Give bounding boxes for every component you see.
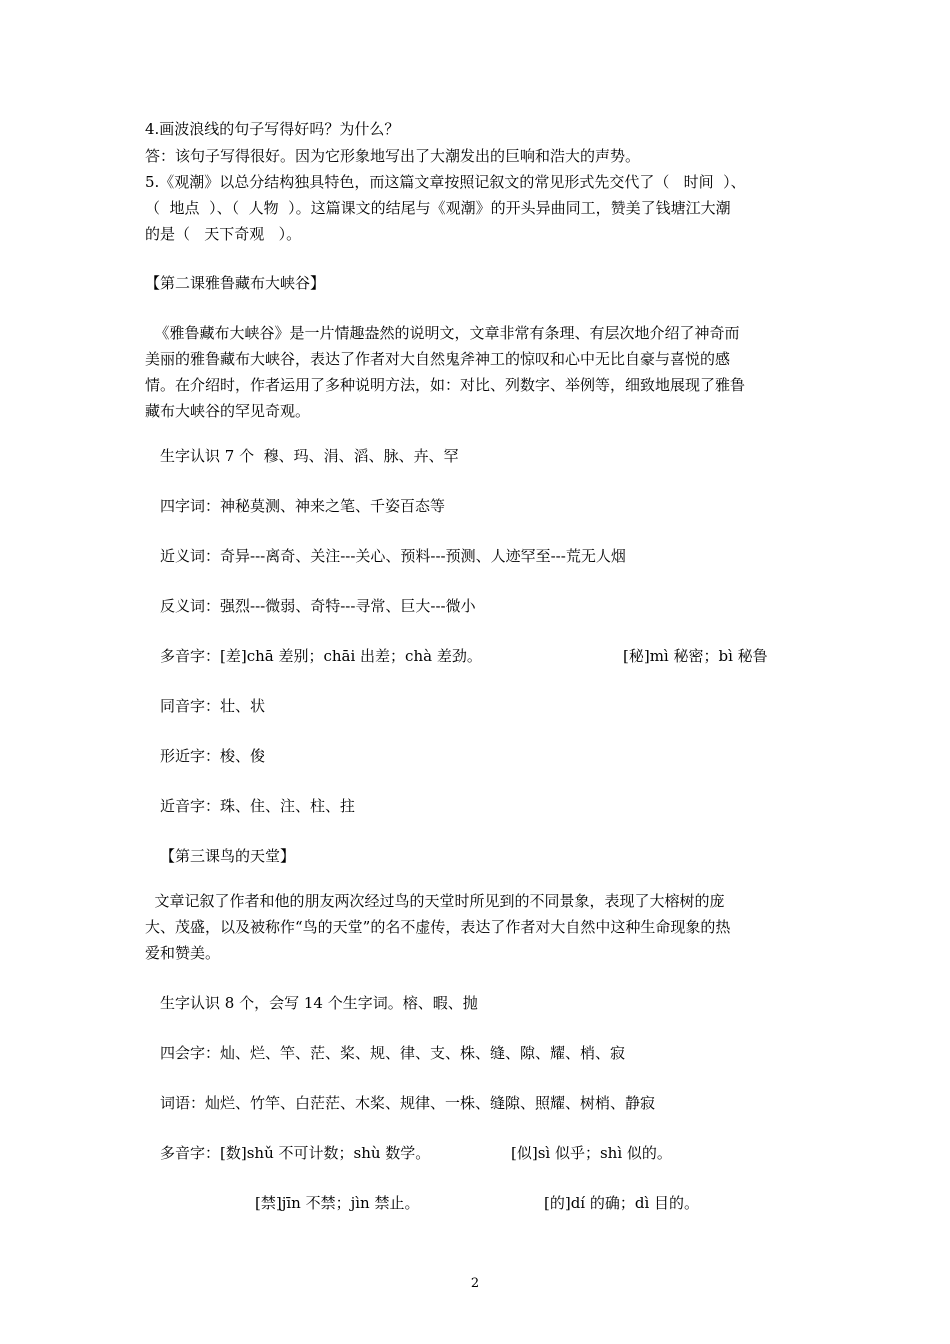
lesson-3-intro-line-2: 大、茂盛，以及被称作“鸟的天堂”的名不虚传，表达了作者对大自然中这种生命现象的热 [145, 918, 731, 936]
answer-4: 答：该句子写得很好。因为它形象地写出了大潮发出的巨响和浩大的声势。 [145, 147, 641, 165]
lesson-2-antonyms: 反义词：强烈---微弱、奇特---寻常、巨大---微小 [160, 597, 476, 615]
lesson-3-polyphones-d: [的]dí 的确；dì 目的。 [544, 1194, 700, 1212]
lesson-2-title: 【第二课雅鲁藏布大峡谷】 [145, 274, 326, 292]
lesson-2-similar-shape: 形近字：梭、俊 [160, 747, 266, 765]
lesson-2-synonyms: 近义词：奇异---离奇、关注---关心、预料---预测、人迹罕至---荒无人烟 [160, 547, 626, 565]
question-5-line-3: 的是（ 天下奇观 ）。 [145, 225, 302, 243]
question-5-line-1: 5.《观潮》以总分结构独具特色，而这篇文章按照记叙文的常见形式先交代了（ 时间 ）、 [145, 173, 746, 191]
lesson-2-new-chars: 生字认识 7 个 穆、玛、涓、滔、脉、卉、罕 [160, 447, 459, 465]
lesson-2-homophones: 同音字：壮、状 [160, 697, 266, 715]
lesson-2-intro-line-3: 情。在介绍时，作者运用了多种说明方法，如：对比、列数字、举例等，细致地展现了雅鲁 [145, 376, 746, 394]
lesson-3-polyphones-b: [似]sì 似乎；shì 似的。 [511, 1144, 672, 1162]
lesson-3-title: 【第三课鸟的天堂】 [160, 847, 296, 865]
lesson-2-polyphones-a: 多音字：[差]chā 差别；chāi 出差；chà 差劲。 [160, 647, 482, 665]
lesson-3-intro-line-1: 文章记叙了作者和他的朋友两次经过鸟的天堂时所见到的不同景象，表现了大榕树的庞 [145, 892, 725, 910]
lesson-3-words: 词语：灿烂、竹竿、白茫茫、木桨、规律、一株、缝隙、照耀、树梢、静寂 [160, 1094, 656, 1112]
lesson-2-intro-line-2: 美丽的雅鲁藏布大峡谷，表达了作者对大自然鬼斧神工的惊叹和心中无比自豪与喜悦的感 [145, 350, 731, 368]
lesson-2-similar-sound: 近音字：珠、住、注、柱、拄 [160, 797, 356, 815]
lesson-2-polyphones-b: [秘]mì 秘密；bì 秘鲁 [623, 647, 768, 665]
lesson-2-intro-line-4: 藏布大峡谷的罕见奇观。 [145, 402, 311, 420]
question-5-line-2: （ 地点 ）、（ 人物 ）。这篇课文的结尾与《观潮》的开头异曲同工，赞美了钱塘江大潮 [145, 199, 731, 217]
lesson-3-polyphones-a: 多音字：[数]shǔ 不可计数；shù 数学。 [160, 1144, 431, 1162]
question-4: 4.画波浪线的句子写得好吗？为什么？ [145, 120, 400, 138]
lesson-3-intro-line-3: 爱和赞美。 [145, 944, 221, 962]
lesson-3-new-chars: 生字认识 8 个，会写 14 个生字词。榕、暇、抛 [160, 994, 478, 1012]
lesson-2-intro-line-1: 《雅鲁藏布大峡谷》是一片情趣盎然的说明文，文章非常有条理、有层次地介绍了神奇而 [145, 324, 740, 342]
page-number: 2 [470, 1276, 480, 1291]
lesson-3-four-can-chars: 四会字：灿、烂、竿、茫、桨、规、律、支、株、缝、隙、耀、梢、寂 [160, 1044, 626, 1062]
lesson-3-polyphones-c: [禁]jīn 不禁；jìn 禁止。 [255, 1194, 420, 1212]
lesson-2-four-char-words: 四字词：神秘莫测、神来之笔、千姿百态等 [160, 497, 446, 515]
